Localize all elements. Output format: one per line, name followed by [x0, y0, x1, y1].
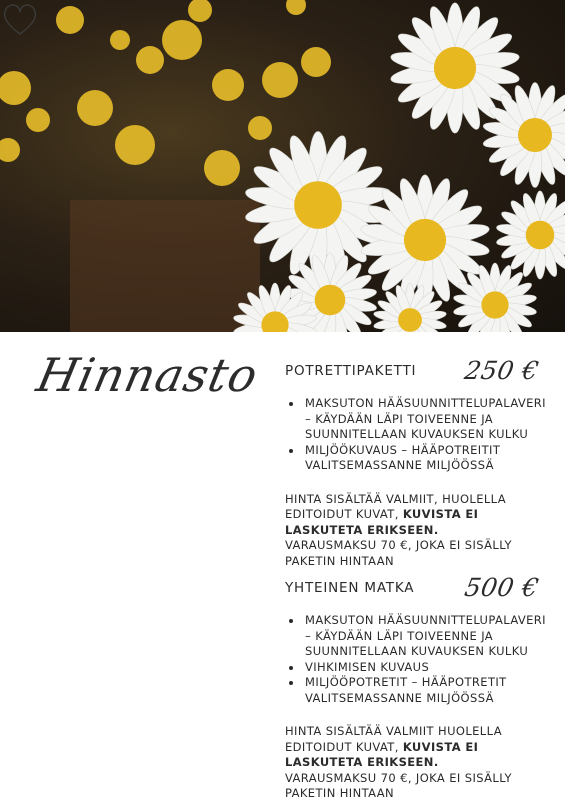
daisy-center [481, 291, 508, 318]
buttercup [212, 69, 244, 101]
daisy-bouquet-image [0, 0, 565, 332]
buttercup [248, 116, 272, 140]
buttercup [56, 6, 84, 34]
package-note [283, 492, 553, 570]
buttercup [286, 0, 306, 15]
note-text: HINTA SISÄLTÄÄ VALMIIT, HUOLELLA EDITOIDUT KUVAT, [285, 491, 507, 521]
buttercup [26, 108, 50, 132]
daisy-center [294, 181, 342, 229]
deposit-text: VARAUSMAKSU 70 €, JOKA EI SISÄLLY PAKETIN HINTAAN [285, 770, 512, 800]
buttercup [77, 90, 113, 126]
package-name: YHTEINEN MATKA [285, 580, 415, 596]
feature-item: • MILJÖÖPOTRETIT – HÄÄPOTRETIT VALITSEMASSANNE MILJÖÖSSÄ [303, 675, 553, 706]
page-title: Hinnasto [32, 348, 264, 402]
daisy-center [526, 221, 555, 250]
jar-shadow [70, 200, 260, 332]
buttercup [162, 20, 202, 60]
buttercup [0, 138, 20, 162]
buttercup [262, 62, 298, 98]
package-potrettipaketti [283, 356, 553, 569]
feature-list [283, 396, 553, 474]
buttercup [0, 71, 31, 105]
buttercup [136, 46, 164, 74]
package-price: 250 € [462, 356, 542, 385]
feature-item: • MAKSUTON HÄÄSUUNNITTELUPALAVERI – KÄYDÄÄN LÄPI TOIVEENNE JA SUUNNITELLAAN KUVAUKSEN KULKU [303, 396, 553, 443]
daisy-center [518, 118, 552, 152]
buttercup [204, 150, 240, 186]
buttercup [188, 0, 212, 22]
package-name: POTRETTIPAKETTI [285, 363, 417, 379]
package-header [283, 356, 553, 390]
package-yhteinen-matka [283, 573, 553, 802]
note-text: HINTA SISÄLTÄÄ VALMIIT HUOLELLA EDITOIDUT KUVAT, [285, 724, 502, 754]
feature-list [283, 613, 553, 706]
package-header [283, 573, 553, 607]
daisy-center [434, 47, 476, 89]
deposit-text: VARAUSMAKSU 70 €, JOKA EI SISÄLLY PAKETIN HINTAAN [285, 538, 512, 568]
feature-item: • MILJÖÖKUVAUS – HÄÄPOTREITIT VALITSEMASSANNE MILJÖÖSSÄ [303, 443, 553, 474]
buttercup [110, 30, 130, 50]
note-bold-text: KUVISTA EI LASKUTETA ERIKSEEN. [285, 739, 479, 769]
daisy-center [315, 285, 346, 316]
note-bold-text: KUVISTA EI LASKUTETA ERIKSEEN. [285, 507, 479, 537]
feature-item: • MAKSUTON HÄÄSUUNNITTELUPALAVERI – KÄYDÄÄN LÄPI TOIVEENNE JA SUUNNITELLAAN KUVAUKSEN KULKU [303, 613, 553, 660]
package-note [283, 724, 553, 802]
hero-flower-photo [0, 0, 565, 332]
daisy-center [404, 219, 446, 261]
heart-outline-icon [0, 0, 40, 40]
buttercup [115, 125, 155, 165]
feature-item: • VIHKIMISEN KUVAUS [303, 660, 553, 676]
buttercup [301, 47, 331, 77]
package-price: 500 € [462, 573, 542, 602]
daisy-center [398, 308, 422, 332]
